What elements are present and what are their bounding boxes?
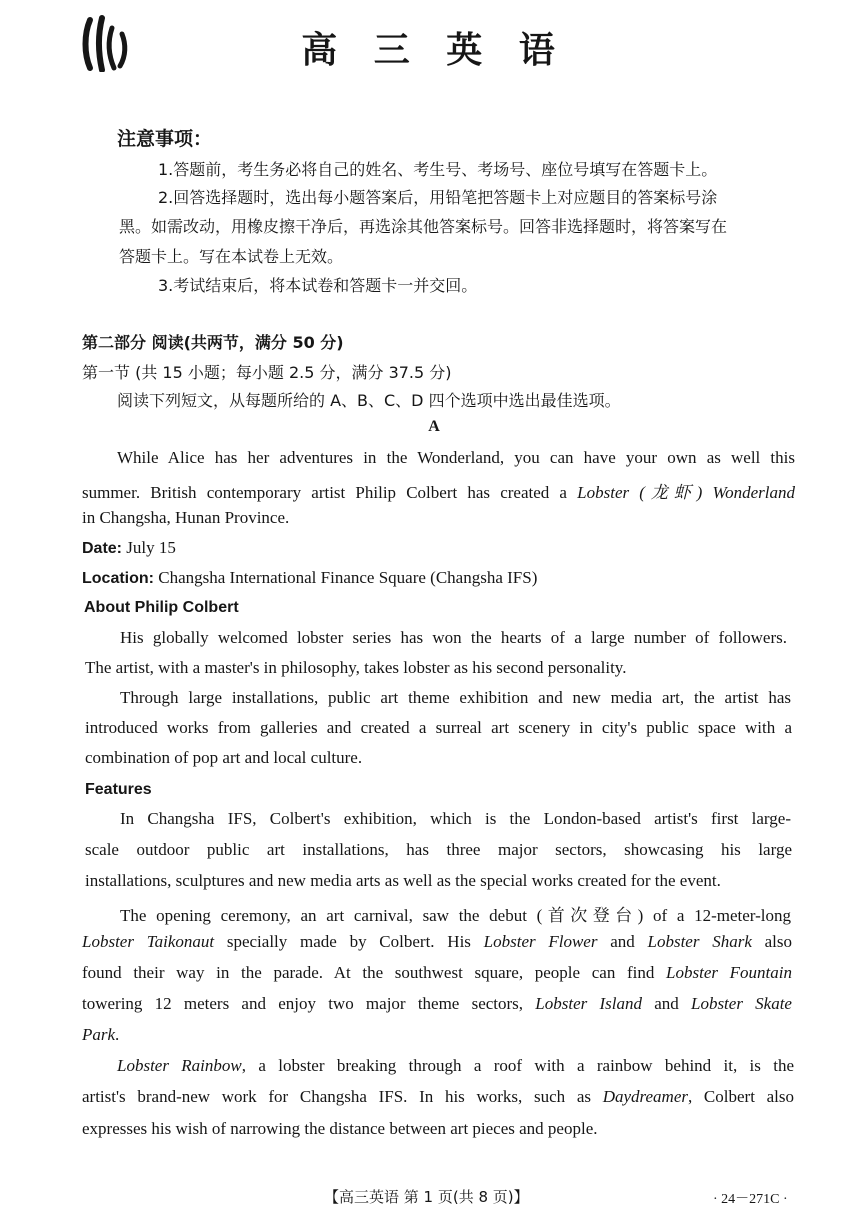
notice-item-2-line-1: 2.回答选择题时，选出每小题答案后，用铅笔把答题卡上对应题目的答案标号涂 bbox=[158, 188, 718, 207]
date-value: July 15 bbox=[122, 538, 176, 557]
about-heading: About Philip Colbert bbox=[84, 599, 239, 616]
features-p1-line-2: scale outdoor public art installations, has three major sectors, showcasing his large bbox=[85, 840, 792, 859]
features-p2-line-1: The opening ceremony, an art carnival, saw the debut (首次登台) of a 12-meter-long bbox=[120, 906, 791, 925]
about-p2-line-3: combination of pop art and local culture. bbox=[85, 748, 363, 767]
reading-instruction: 阅读下列短文，从每题所给的 A、B、C、D 四个选项中选出最佳选项。 bbox=[117, 391, 621, 410]
exam-code: · 24－271C · bbox=[713, 1192, 788, 1207]
features-p1-line-3: installations, sculptures and new media arts as well as the special works created for the event. bbox=[85, 871, 721, 890]
features-heading: Features bbox=[85, 781, 152, 798]
date-label: Date: bbox=[82, 540, 123, 557]
intro-line-2: summer. British contemporary artist Philip Colbert has created a Lobster (龙虾) Wonderland bbox=[82, 483, 795, 502]
location-row bbox=[82, 568, 537, 588]
location-value: Changsha International Finance Square (Changsha IFS) bbox=[154, 568, 538, 587]
location-label: Location: bbox=[82, 570, 154, 587]
intro-line-3: in Changsha, Hunan Province. bbox=[82, 508, 290, 527]
part-two-heading: 第二部分 阅读(共两节，满分 50 分) bbox=[82, 333, 344, 352]
page-title: 高 三 英 语 bbox=[301, 30, 567, 71]
artwork-title: Lobster (龙虾) Wonderland bbox=[577, 483, 795, 502]
passage-label: A bbox=[428, 418, 440, 435]
features-p2-line-4: towering 12 meters and enjoy two major theme sectors, Lobster Island and Lobster Skate bbox=[82, 994, 792, 1013]
features-p3-line-2: artist's brand-new work for Changsha IFS. In his works, such as Daydreamer, Colbert also bbox=[82, 1087, 794, 1106]
page-footer: 【高三英语 第 1 页(共 8 页)】 bbox=[324, 1188, 529, 1206]
notice-item-2-line-2: 黑。如需改动，用橡皮擦干净后，再选涂其他答案标号。回答非选择题时，将答案写在 bbox=[119, 217, 728, 236]
features-p1-line-1: In Changsha IFS, Colbert's exhibition, which is the London-based artist's first large- bbox=[120, 809, 791, 828]
section-one-heading: 第一节 (共 15 小题；每小题 2.5 分，满分 37.5 分) bbox=[82, 363, 452, 382]
notice-item-2-line-3: 答题卡上。写在本试卷上无效。 bbox=[119, 247, 344, 266]
notice-title: 注意事项： bbox=[117, 128, 213, 150]
features-p2-line-3: found their way in the parade. At the southwest square, people can find Lobster Fountain bbox=[82, 963, 792, 982]
about-p2-line-2: introduced works from galleries and created a surreal art scenery in city's public space with a bbox=[85, 718, 792, 737]
features-p3-line-3: expresses his wish of narrowing the distance between art pieces and people. bbox=[82, 1119, 598, 1138]
date-row bbox=[82, 538, 176, 558]
notice-item-3: 3.考试结束后，将本试卷和答题卡一并交回。 bbox=[158, 276, 478, 295]
features-p2-line-5: Park. bbox=[82, 1025, 120, 1044]
features-p3-line-1: Lobster Rainbow, a lobster breaking through a roof with a rainbow behind it, is the bbox=[117, 1056, 794, 1075]
features-p2-line-2: Lobster Taikonaut specially made by Colbert. His Lobster Flower and Lobster Shark also bbox=[82, 932, 793, 951]
notice-item-1: 1.答题前，考生务必将自己的姓名、考生号、考场号、座位号填写在答题卡上。 bbox=[158, 160, 718, 179]
intro-line-1: While Alice has her adventures in the Wonderland, you can have your own as well this bbox=[117, 448, 795, 467]
about-p2-line-1: Through large installations, public art theme exhibition and new media art, the artist has bbox=[120, 688, 791, 707]
about-p1-line-1: His globally welcomed lobster series has won the hearts of a large number of followers. bbox=[120, 628, 787, 647]
about-p1-line-2: The artist, with a master's in philosophy, takes lobster as his second personality. bbox=[85, 658, 627, 677]
